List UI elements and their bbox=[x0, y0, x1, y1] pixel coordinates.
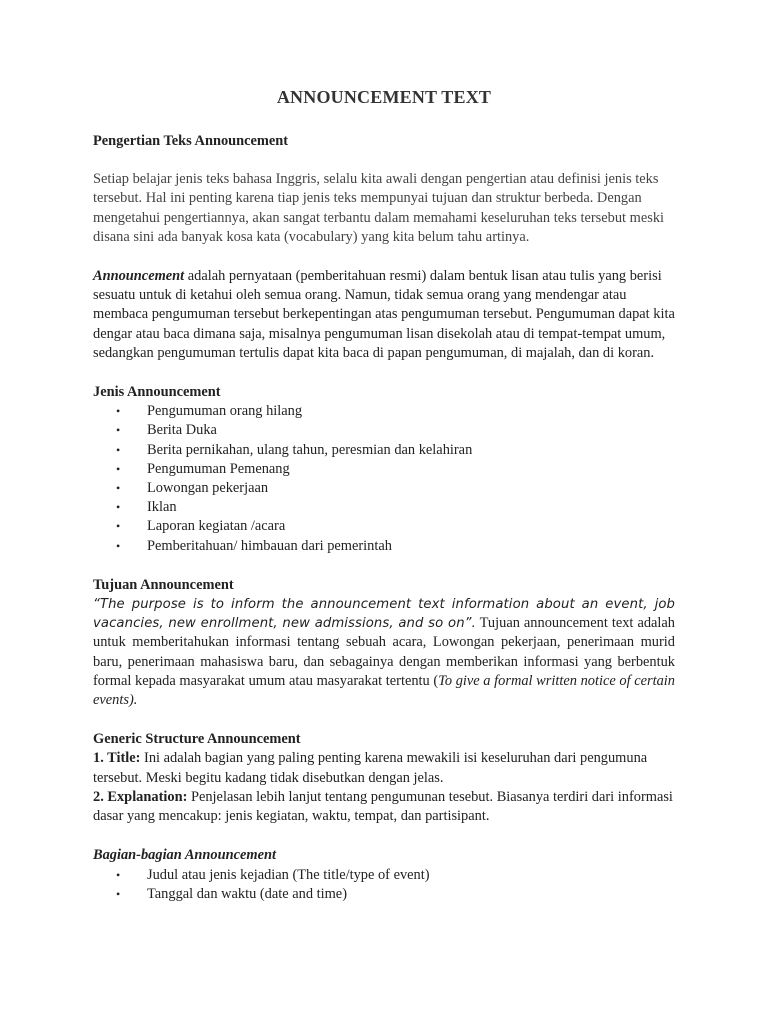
list-item: • Judul atau jenis kejadian (The title/type of event) bbox=[93, 866, 675, 885]
section-heading-bagian: Bagian-bagian Announcement bbox=[93, 847, 276, 864]
section-heading-structure: Generic Structure Announcement bbox=[93, 731, 301, 748]
structure-item-explanation bbox=[93, 788, 675, 826]
definition-text: adalah pernyataan (pemberitahuan resmi) dalam bentuk lisan atau tulis yang berisi sesuatu untuk di ketahui oleh semua orang. Namun, tidak semua orang yang mendengar atau membaca pengumuman tersebut berkepentingan atas pengumuman tersebut. Pengumuman dapat kita dengar atau baca dimana saja, misalnya pengumuman lisan disekolah atau di tempat-tempat umum, sedangkan pengumuman tertulis dapat kita baca di papan pengumuman, di majalah, dan di koran. bbox=[93, 268, 675, 361]
paragraph-definition bbox=[93, 267, 675, 363]
jenis-list bbox=[93, 402, 675, 556]
list-item: • Berita pernikahan, ulang tahun, peresmian dan kelahiran bbox=[93, 441, 675, 460]
list-item: • Pengumuman orang hilang bbox=[93, 402, 675, 421]
bagian-list bbox=[93, 866, 675, 904]
tujuan-quote: “The purpose is to inform the announcement text information about an event, job vacancies, new enrollment, new admissions, and so on”. bbox=[93, 597, 675, 632]
tujuan-italic-note: To give a formal written notice of certain events). bbox=[93, 672, 676, 709]
definition-term: Announcement bbox=[93, 268, 185, 285]
structure-item-title bbox=[93, 749, 675, 787]
structure-item-explanation-text: Penjelasan lebih lanjut tentang pengumunan tesebut. Biasanya terdiri dari informasi dasar yang mencakup: jenis kegiatan, waktu, tempat, dan partisipant. bbox=[93, 788, 673, 825]
paragraph-pengertian: Setiap belajar jenis teks bahasa Inggris, selalu kita awali dengan pengertian atau definisi jenis teks tersebut. Hal ini penting karena tiap jenis teks mempunyai tujuan dan struktur berbeda. Dengan mengetahui pengertiannya, akan sangat terbantu dalam memahami keseluruhan teks tersebut meski disana sini ada banyak kosa kata (vocabulary) yang kita belum tahu artinya. bbox=[93, 171, 665, 245]
list-item: • Laporan kegiatan /acara bbox=[93, 517, 675, 536]
paragraph-tujuan bbox=[93, 595, 675, 710]
list-item: • Tanggal dan waktu (date and time) bbox=[93, 885, 675, 904]
structure-item-title-text: Ini adalah bagian yang paling penting karena mewakili isi keseluruhan dari pengumuna tersebut. Meski begitu kadang tidak disebutkan dengan jelas. bbox=[93, 750, 648, 786]
structure-item-title-label: 1. Title: bbox=[93, 750, 141, 767]
list-item: • Pemberitahuan/ himbauan dari pemerintah bbox=[93, 537, 675, 556]
tujuan-text: Tujuan announcement text adalah untuk memberitahukan informasi tentang sebuah acara, Lowongan pekerjaan, penerimaan murid baru, penerimaan mahasiswa baru, dan sebagainya dengan memberikan informasi yang berbentuk formal kepada masyarakat umum atau masyarakat tertentu ( bbox=[93, 615, 675, 689]
list-item: • Lowongan pekerjaan bbox=[93, 479, 675, 498]
structure-item-explanation-label: 2. Explanation: bbox=[93, 788, 188, 805]
page-title: ANNOUNCEMENT TEXT bbox=[276, 87, 492, 107]
section-heading-jenis: Jenis Announcement bbox=[93, 384, 221, 401]
list-item: • Iklan bbox=[93, 498, 675, 517]
list-item: • Berita Duka bbox=[93, 421, 675, 440]
list-item: • Pengumuman Pemenang bbox=[93, 460, 675, 479]
section-heading-pengertian: Pengertian Teks Announcement bbox=[93, 133, 289, 149]
section-heading-tujuan: Tujuan Announcement bbox=[93, 576, 234, 593]
